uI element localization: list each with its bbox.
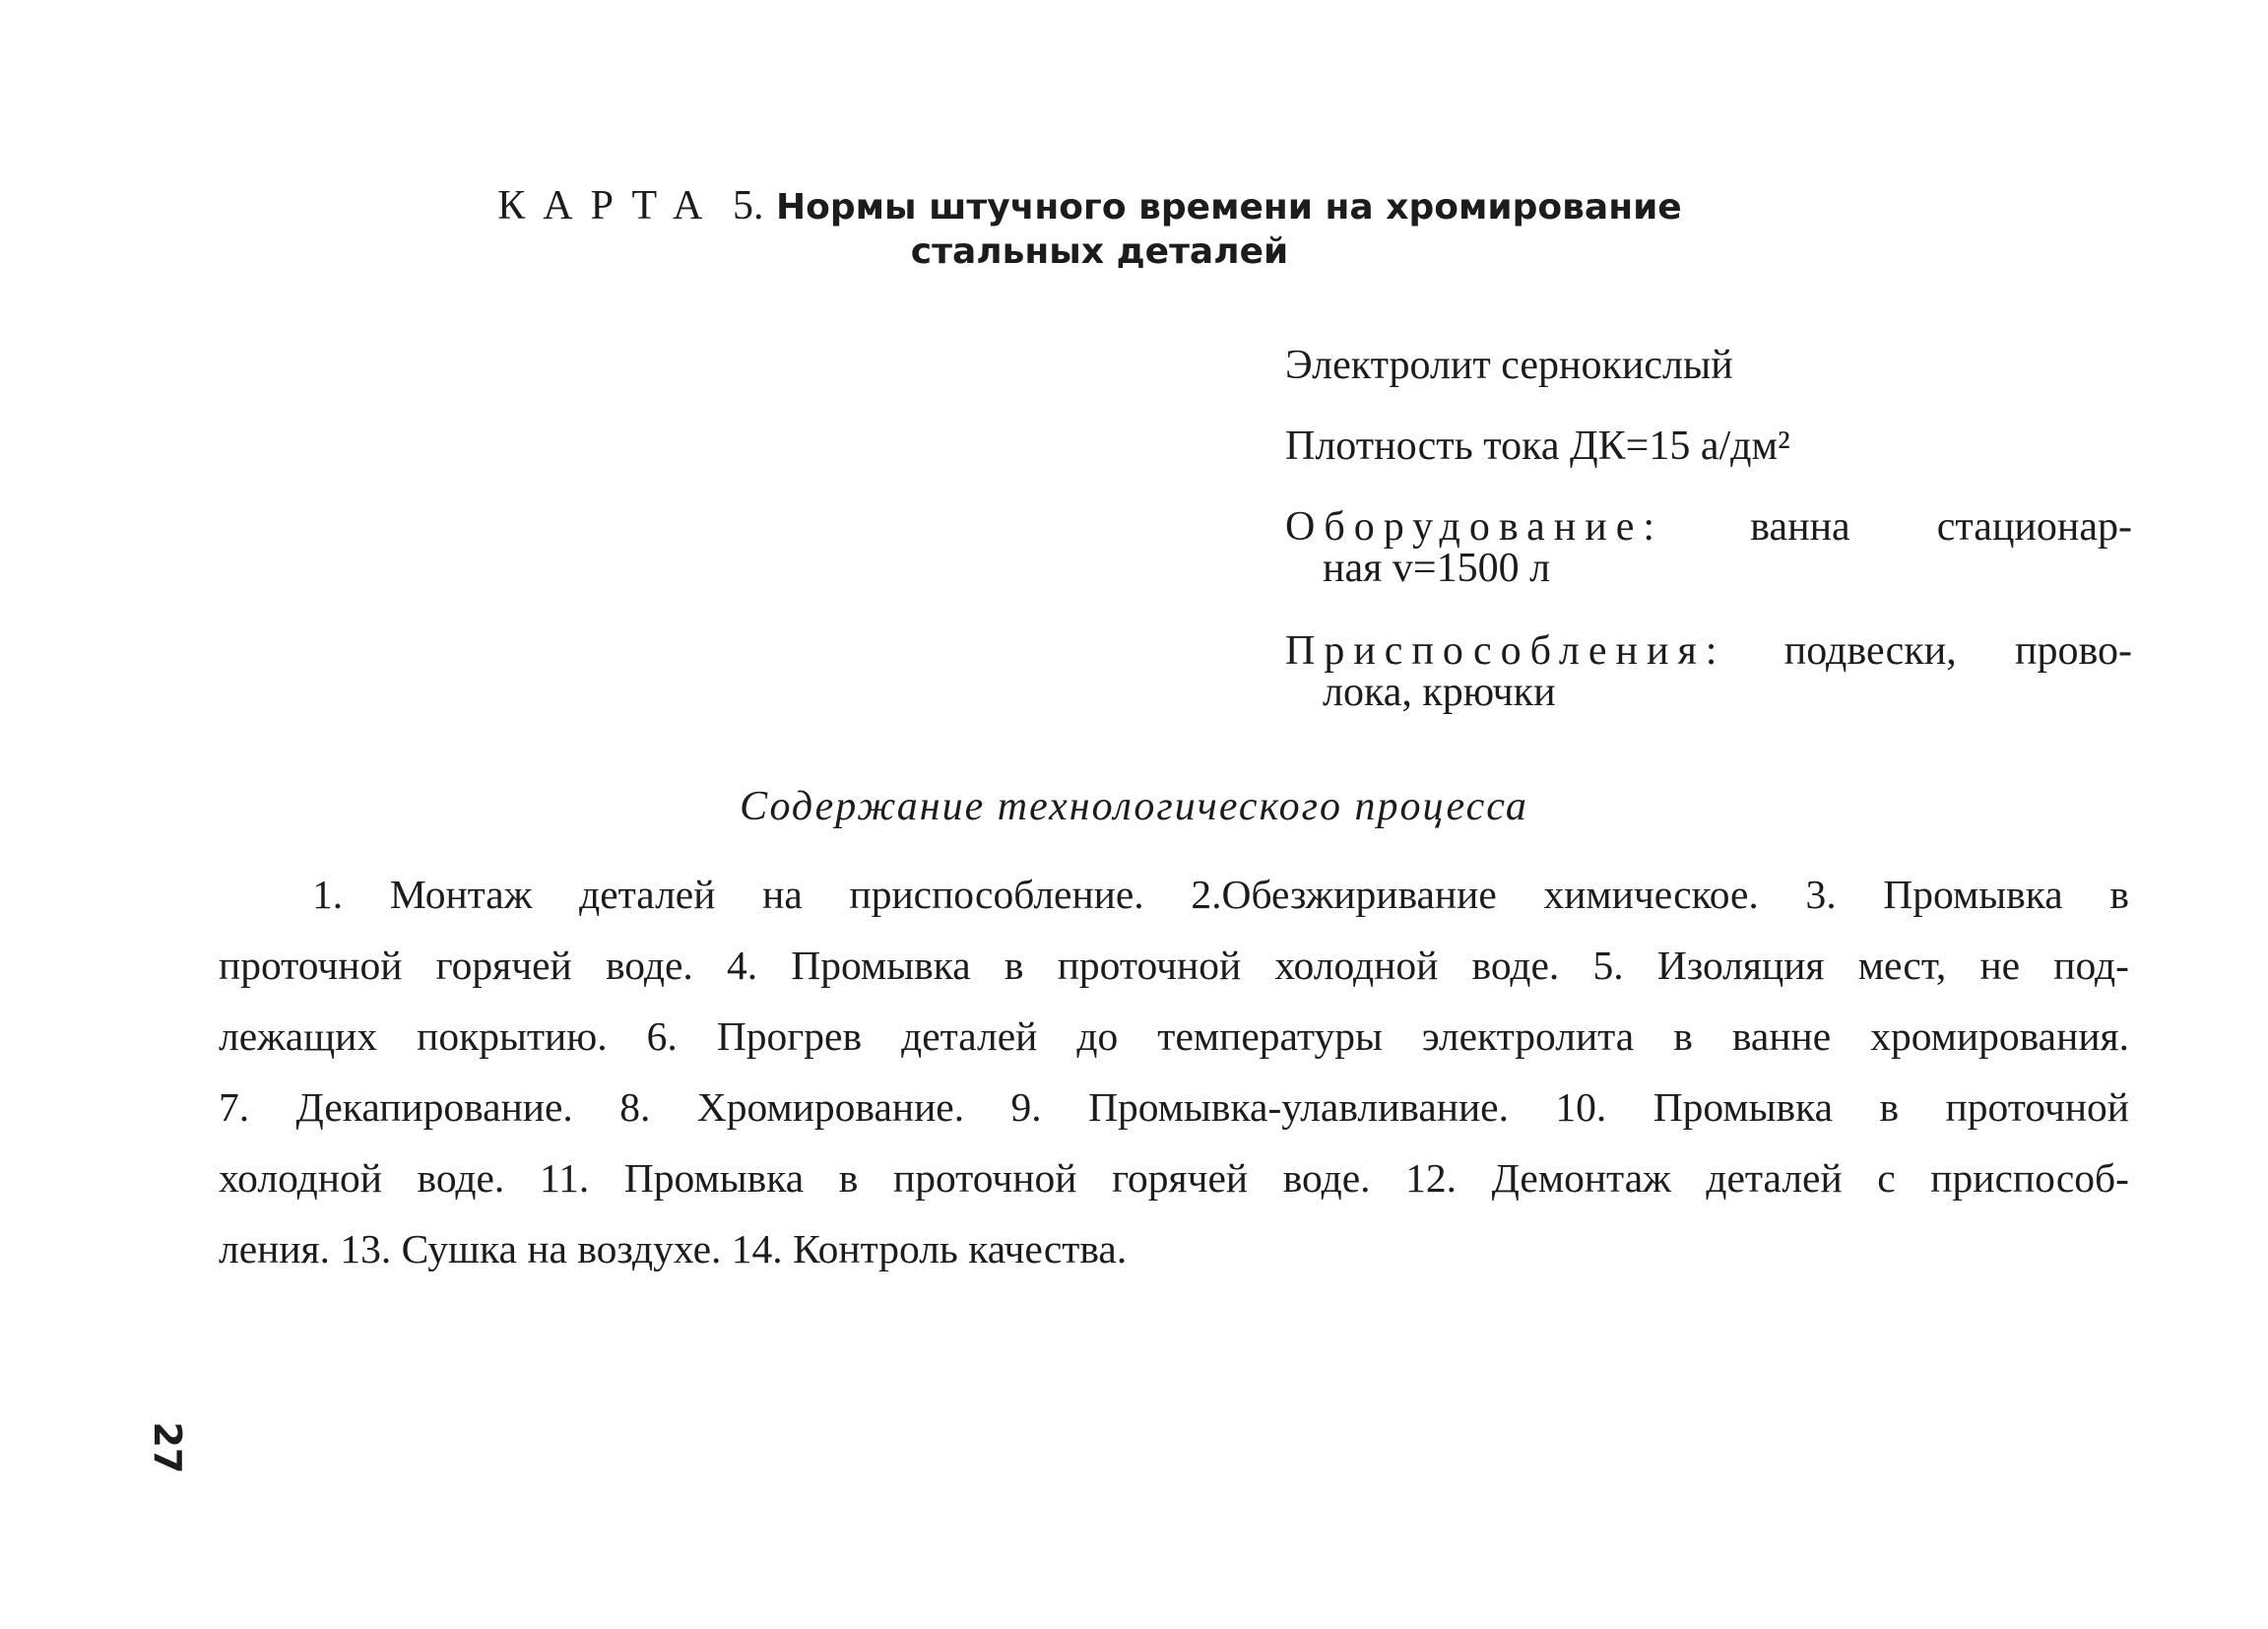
card-number: 5. <box>732 183 764 228</box>
spec-current-density: Плотность тока ДК=15 а/дм² <box>1285 424 1790 469</box>
spec-equipment-line-1 <box>1285 506 2132 548</box>
page-number: 27 <box>146 1421 189 1474</box>
card-title-text: Нормы штучного времени на хромирование <box>776 187 1682 228</box>
process-line: холодной воде. 11. Промывка в проточной горячей воде. 12. Демонтаж деталей с приспособ- <box>219 1155 2129 1201</box>
spec-fixtures <box>1285 630 2132 713</box>
spec-fixtures-value-1: подвески, прово- <box>1783 628 2132 674</box>
spec-equipment-label: Оборудование: <box>1285 504 1664 550</box>
card-prefix: КАРТА <box>497 183 721 228</box>
process-body <box>219 859 2129 1284</box>
spec-fixtures-label: Приспособления: <box>1285 628 1726 674</box>
process-line: ления. 13. Сушка на воздухе. 14. Контроль качества. <box>219 1226 1128 1271</box>
spec-equipment <box>1285 506 2132 589</box>
spec-electrolyte: Электролит сернокислый <box>1285 343 1733 388</box>
card-title-line-2: стальных деталей <box>910 231 1289 272</box>
process-line: 1. Монтаж деталей на приспособление. 2.Обезжиривание химическое. 3. Промывка в <box>312 872 2129 917</box>
spec-equipment-line-2: ная v=1500 л <box>1323 546 1551 591</box>
process-line: лежащих покрытию. 6. Прогрев деталей до температуры электролита в ванне хромирования. <box>219 1013 2129 1059</box>
spec-fixtures-line-2: лока, крючки <box>1323 670 1556 715</box>
spec-equipment-value-1: ванна стационар- <box>1750 504 2132 550</box>
spec-fixtures-line-1 <box>1285 630 2132 672</box>
process-line: 7. Декапирование. 8. Хромирование. 9. Промывка-улавливание. 10. Промывка в проточной <box>219 1084 2129 1130</box>
process-line: проточной горячей воде. 4. Промывка в проточной холодной воде. 5. Изоляция мест, не под- <box>219 943 2129 988</box>
process-heading: Содержание технологического процесса <box>740 784 1528 829</box>
card-title-line-1 <box>0 183 2224 230</box>
